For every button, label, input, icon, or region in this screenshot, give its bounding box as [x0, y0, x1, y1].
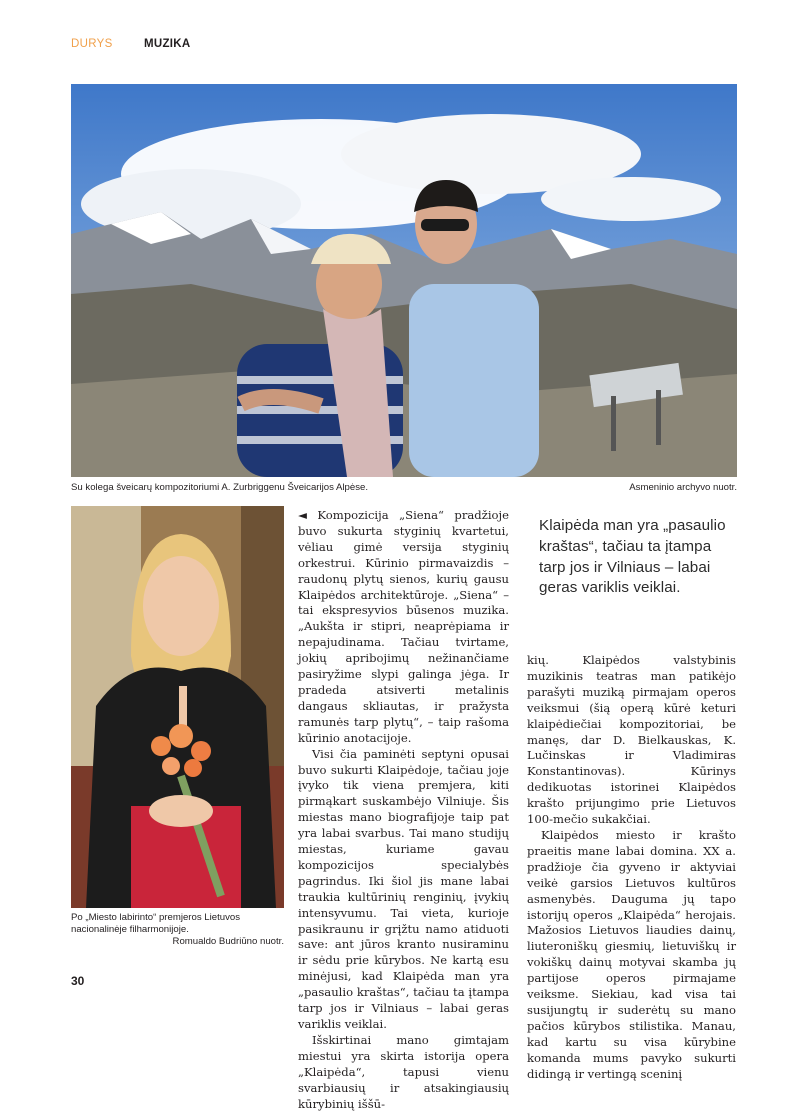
- running-header: [71, 38, 191, 50]
- portrait-caption: Po „Miesto labirinto“ premjeros Lietuvos nacionalinėje filharmonijoje.: [71, 912, 241, 935]
- section-label: DURYS: [71, 38, 113, 50]
- top-photo-caption: Su kolega šveicarų kompozitoriumi A. Zurbriggenu Šveicarijos Alpėse.: [71, 482, 369, 493]
- paragraph: kių. Klaipėdos valstybinis muzikinis teatras man patikėjo parašyti muziką pirmajam operos veiksmui (šią operą kūrė keturi klaipėdiečiai kompozitoriai, be manęs, dar D. Bielkauskas, K. Lučinskas ir Vladimiras Konstantinovas). Kūrinys dedikuotas istorinei Klaipėdos krašto prijungimo prie Lietuvos 100-mečio sukakčiai.: [527, 653, 736, 827]
- body-column-1: [298, 508, 509, 1112]
- pull-quote: Klaipėda man yra „pasaulio kraštas“, tačiau ta įtampa tarp jos ir Vilniaus – labai geras variklis veiklai.: [539, 517, 726, 597]
- page-number: 30: [71, 974, 85, 988]
- alps-photo: [71, 84, 737, 477]
- paragraph: Išskirtinai mano gimtajam miestui yra skirta istorija opera „Klaipėda“, tapusi vienu svarbiausių ir atsakingiausių kūrybinių iššū-: [298, 1032, 509, 1111]
- body-column-2: [527, 653, 736, 1082]
- top-photo-credit: Asmeninio archyvo nuotr.: [629, 482, 737, 493]
- portrait-credit: Romualdo Budriūno nuotr.: [172, 936, 284, 947]
- topic-label: MUZIKA: [144, 38, 191, 50]
- paragraph: Klaipėdos miesto ir krašto praeitis mane labai domina. XX a. pradžioje čia gyveno ir aktyviai veikė garsios Lietuvos kultūros asmenybės. Dauguma jų tapo istorijų operos „Klaipėda“ herojais. Mažosios Lietuvos liaudies dainų, liuteroniškų giesmių, lietuviškų ir vokiškų dainų motyvai skamba jų partijose operos pirmajame veiksme. Siekiau, kad visa tai susijungtų ir suderėtų su mano pačios kūrybos stilistika. Manau, kad kartu su visa kūrybine komanda mums pavyko sukurti didingą ir vertingą sceninį: [527, 827, 736, 1081]
- paragraph: Visi čia paminėti septyni opusai buvo sukurti Klaipėdoje, tačiau joje įvyko tik viena premjera, kiti pirmąkart suskambėjo Vilniuje. Šis miestas mano biografijoje taip pat yra labai svarbus. Tai mano studijų miestas, kuriame gavau kompozicijos specialybės pagrindus. Iki šiol jis mane labai traukia kultūrinių renginių, įvykių intensyvumu. Tai vieta, kurioje pasikraunu ir grįžtu namo atiduoti save: ant jūros kranto nusiraminu ir sėdu prie kūrybos. Ne kartą esu minėjusi, kad Klaipėda man yra „pasaulio kraštas“, tačiau ta įtampa tarp jos ir Vilniaus – labai geras variklis veiklai.: [298, 746, 509, 1031]
- portrait-photo: [71, 506, 284, 908]
- paragraph: ◄ Kompozicija „Siena“ pradžioje buvo sukurta styginių kvartetui, vėliau gimė versija styginių orkestrui. Kūrinio pirmavaizdis – raudonų plytų sienos, kurių gausu Klaipėdos architektūroje. „Siena“ – tai ekspresyvios būsenos muzika. „Aukšta ir stipri, neaprėpiama ir nepajudinama. Tačiau tvirtame, jokių apribojimų nežinančiame pasiryžime slypi galinga jėga. Ir pradeda atsiverti metalinis dangaus skliautas, ir pražysta ramunės tarp plytų“, – taip rašoma kūrinio anotacijoje.: [298, 508, 509, 745]
